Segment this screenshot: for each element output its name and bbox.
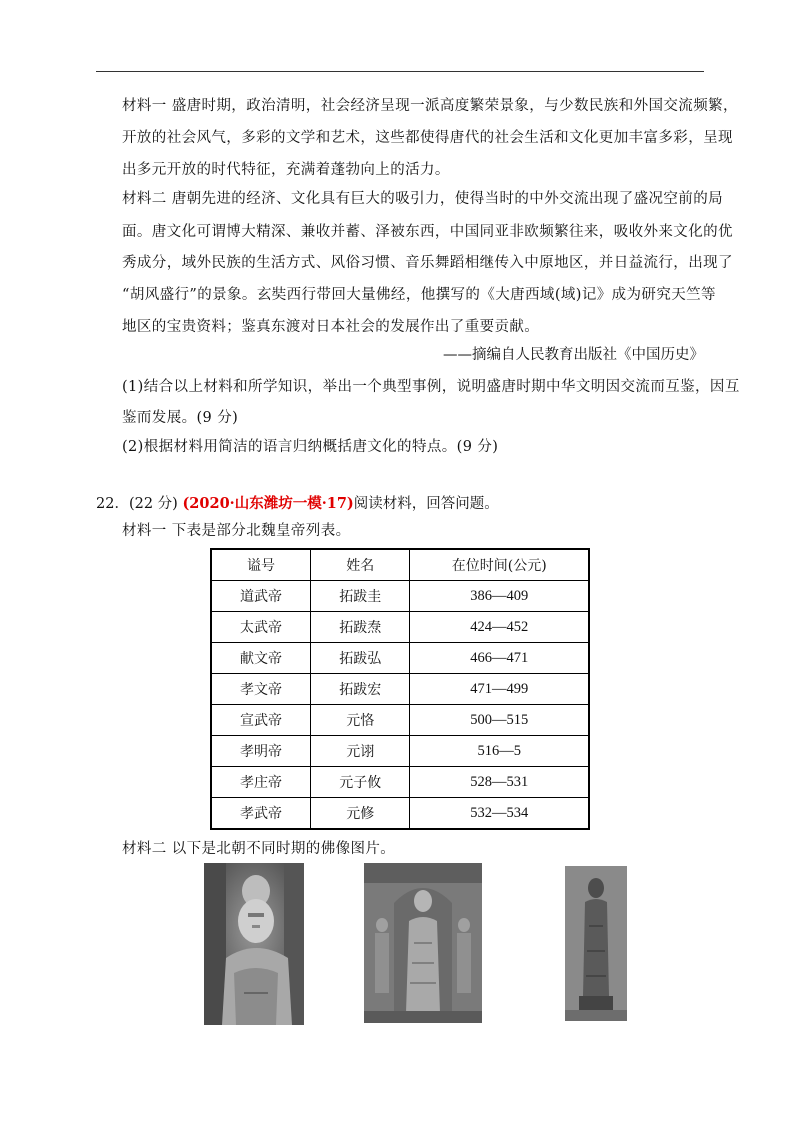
table-cell: 元诩 [310,736,409,767]
buddha-photo-3 [565,866,627,1021]
material-2-line-4: “胡风盛行”的景象。玄奘西行带回大量佛经，他撰写的《大唐西域(域)记》成为研究天竺等 [122,287,716,303]
table-cell: 386—409 [410,581,589,612]
table-row [211,798,589,830]
question-2: (2)根据材料用简洁的语言归纳概括唐文化的特点。(9 分) [122,439,499,455]
table-row [211,643,589,674]
table-cell: 516—5 [410,736,589,767]
material-1-line-2: 开放的社会风气，多彩的文学和艺术，这些都使得唐代的社会生活和文化更加丰富多彩，呈现 [122,130,733,146]
question-22-source-tag: (2020·山东潍坊一模·17) [182,495,354,512]
table-cell: 471—499 [410,674,589,705]
table-row [211,612,589,643]
table-row [211,767,589,798]
table-cell: 孝庄帝 [211,767,310,798]
table-cell: 拓跋宏 [310,674,409,705]
buddha-photo-2 [364,863,482,1023]
q22-material-1-intro: 材料一 下表是部分北魏皇帝列表。 [122,523,351,539]
material-2-line-3: 秀成分，域外民族的生活方式、风俗习惯、音乐舞蹈相继传入中原地区，并日益流行，出现了 [122,255,733,271]
buddha-photo-1 [204,863,304,1025]
table-cell: 孝明帝 [211,736,310,767]
table-header-row [211,549,589,581]
question-1-line-2: 鉴而发展。(9 分) [122,410,239,426]
table-row [211,705,589,736]
question-1-line-1: (1)结合以上材料和所学知识，举出一个典型事例，说明盛唐时期中华文明因交流而互鉴，因互 [122,379,740,395]
table-cell: 532—534 [410,798,589,830]
material-2-line-2: 面。唐文化可谓博大精深、兼收并蓄、泽被东西，中国同亚非欧频繁往来，吸收外来文化的优 [122,224,733,240]
table-cell: 528—531 [410,767,589,798]
question-22-heading [96,494,499,514]
table-cell: 424—452 [410,612,589,643]
table-cell: 元恪 [310,705,409,736]
table-cell: 献文帝 [211,643,310,674]
material-1-line-1: 材料一 盛唐时期，政治清明，社会经济呈现一派高度繁荣景象，与少数民族和外国交流频繁， [122,98,738,114]
table-cell: 466—471 [410,643,589,674]
table-header-cell: 谥号 [211,549,310,581]
table-cell: 500—515 [410,705,589,736]
question-22-number: 22．(22 分) [96,496,183,512]
material-1-line-3: 出多元开放的时代特征，充满着蓬勃向上的活力。 [122,162,450,178]
header-rule [96,71,704,72]
emperor-table [210,548,590,830]
table-cell: 太武帝 [211,612,310,643]
table-row [211,581,589,612]
table-row [211,674,589,705]
material-2-line-1: 材料二 唐朝先进的经济、文化具有巨大的吸引力，使得当时的中外交流出现了盛况空前的局 [122,191,724,207]
table-cell: 拓跋焘 [310,612,409,643]
table-cell: 元子攸 [310,767,409,798]
question-22-instruction: 阅读材料，回答问题。 [353,496,499,512]
material-2-line-5: 地区的宝贵资料；鉴真东渡对日本社会的发展作出了重要贡献。 [122,319,540,335]
table-cell: 孝文帝 [211,674,310,705]
material-source: ——摘编自人民教育出版社《中国历史》 [443,347,704,363]
table-cell: 拓跋圭 [310,581,409,612]
table-cell: 元修 [310,798,409,830]
q22-material-2-intro: 材料二 以下是北朝不同时期的佛像图片。 [122,841,396,857]
table-cell: 孝武帝 [211,798,310,830]
table-cell: 宣武帝 [211,705,310,736]
table-cell: 道武帝 [211,581,310,612]
table-header-cell: 在位时间(公元) [410,549,589,581]
table-row [211,736,589,767]
table-header-cell: 姓名 [310,549,409,581]
table-cell: 拓跋弘 [310,643,409,674]
